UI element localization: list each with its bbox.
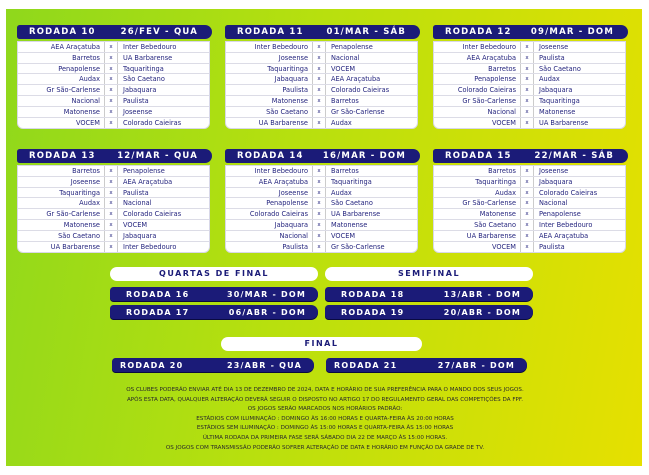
versus-mark: x — [105, 188, 118, 198]
round-title: RODADA 16 — [126, 289, 190, 299]
home-team: Audax — [434, 188, 521, 198]
match-row — [18, 118, 209, 129]
away-team: Joseense — [123, 107, 153, 116]
match-row — [226, 53, 417, 64]
away-team: AEA Araçatuba — [331, 75, 381, 84]
note-line: OS CLUBES PODERÃO ENVIAR ATÉ DIA 13 DE DEZEMBRO DE 2024, DATA E HORÁRIO DE SUA PREFERÊNCIA PARA O MANDO DOS SEUS JOGOS. — [126, 387, 524, 393]
away-team: Gr São-Carlense — [331, 242, 385, 251]
match-row — [18, 177, 209, 188]
round-12-card — [433, 25, 628, 129]
semifinal-header: SEMIFINAL — [325, 267, 533, 281]
away-team: Penapolense — [123, 167, 165, 175]
matches-table — [433, 41, 626, 129]
home-team: Matonense — [18, 220, 105, 230]
home-team: Nacional — [434, 107, 521, 117]
matches-table — [225, 165, 418, 253]
match-row — [434, 107, 625, 118]
matches-table — [17, 165, 210, 253]
versus-mark: x — [313, 74, 326, 84]
away-team: Barretos — [331, 96, 359, 105]
match-row — [18, 198, 209, 209]
home-team: São Caetano — [18, 231, 105, 241]
matches-table — [433, 165, 626, 253]
round-21-bar — [326, 358, 527, 372]
versus-mark: x — [105, 53, 118, 63]
home-team: Paulista — [226, 85, 313, 95]
versus-mark: x — [313, 85, 326, 95]
away-team: Colorado Caieiras — [539, 188, 598, 197]
match-row — [18, 166, 209, 177]
away-team: Jabaquara — [123, 86, 157, 95]
home-team: Paulista — [226, 242, 313, 253]
away-team: Nacional — [331, 53, 360, 62]
away-team: Paulista — [539, 242, 565, 251]
away-team: Joseense — [539, 167, 569, 175]
round-17-bar — [110, 305, 318, 319]
match-row — [18, 242, 209, 253]
home-team: Audax — [18, 74, 105, 84]
away-team: Matonense — [331, 220, 368, 229]
home-team: Gr São-Carlense — [18, 85, 105, 95]
away-team: Jabaquara — [539, 86, 573, 95]
versus-mark: x — [105, 166, 118, 176]
home-team: Gr São-Carlense — [18, 209, 105, 219]
away-team: Taquaritinga — [539, 96, 580, 105]
match-row — [226, 220, 417, 231]
match-row — [434, 209, 625, 220]
versus-mark: x — [521, 107, 534, 117]
match-row — [434, 42, 625, 53]
away-team: Nacional — [539, 199, 568, 208]
versus-mark: x — [313, 177, 326, 187]
match-row — [226, 198, 417, 209]
versus-mark: x — [105, 231, 118, 241]
versus-mark: x — [521, 118, 534, 129]
home-team: Gr São-Carlense — [434, 198, 521, 208]
home-team: AEA Araçatuba — [226, 177, 313, 187]
round-title: RODADA 15 — [445, 151, 512, 161]
home-team: Audax — [18, 198, 105, 208]
round-date: 01/MAR - SÁB — [326, 27, 406, 37]
home-team: Inter Bebedouro — [434, 42, 521, 52]
notes — [60, 386, 590, 453]
match-row — [226, 64, 417, 75]
versus-mark: x — [521, 177, 534, 187]
match-row — [434, 220, 625, 231]
versus-mark: x — [313, 220, 326, 230]
versus-mark: x — [313, 118, 326, 129]
versus-mark: x — [313, 198, 326, 208]
home-team: Matonense — [434, 209, 521, 219]
home-team: Barretos — [434, 166, 521, 176]
match-row — [18, 64, 209, 75]
note-line: APÓS ESTA DATA, QUALQUER ALTERAÇÃO DEVERÁ SEGUIR O DISPOSTO NO ARTIGO 17 DO REGULAMENTO GERAL DAS COMPETIÇÕES DA FPF. — [126, 396, 524, 403]
away-team: Taquaritinga — [331, 177, 372, 186]
note-line: ESTÁDIOS SEM ILUMINAÇÃO : DOMINGO ÀS 15:00 HORAS E QUARTA-FEIRA ÀS 15:00 HORAS — [196, 425, 454, 432]
away-team: VOCEM — [123, 220, 148, 229]
versus-mark: x — [313, 53, 326, 63]
home-team: São Caetano — [434, 220, 521, 230]
away-team: Inter Bebedouro — [539, 220, 593, 229]
match-row — [18, 96, 209, 107]
round-title: RODADA 20 — [120, 360, 184, 370]
round-13-card — [17, 149, 212, 253]
round-header — [433, 25, 628, 39]
home-team: Penapolense — [18, 64, 105, 74]
match-row — [434, 231, 625, 242]
versus-mark: x — [521, 231, 534, 241]
matches-table — [17, 41, 210, 129]
home-team: UA Barbarense — [434, 231, 521, 241]
round-date: 30/MAR - DOM — [226, 289, 306, 299]
away-team: Inter Bebedouro — [123, 43, 177, 51]
match-row — [18, 53, 209, 64]
home-team: Barretos — [434, 64, 521, 74]
away-team: Matonense — [539, 107, 576, 116]
note-line: OS JOGOS SERÃO MARCADOS NOS HORÁRIOS PADRÃO: — [247, 406, 403, 413]
match-row — [226, 177, 417, 188]
round-date: 22/MAR - SÁB — [534, 151, 614, 161]
match-row — [226, 74, 417, 85]
home-team: Jabaquara — [226, 74, 313, 84]
match-row — [226, 188, 417, 199]
away-team: UA Barbarense — [123, 53, 173, 62]
home-team: Matonense — [18, 107, 105, 117]
home-team: Colorado Caieiras — [434, 85, 521, 95]
home-team: AEA Araçatuba — [434, 53, 521, 63]
match-row — [226, 242, 417, 253]
away-team: Audax — [539, 75, 560, 84]
home-team: Joseense — [18, 177, 105, 187]
note-line: ESTÁDIOS COM ILUMINAÇÃO : DOMINGO ÀS 16:00 HORAS E QUARTA-FEIRA ÀS 20:00 HORAS — [196, 415, 454, 422]
away-team: Colorado Caieiras — [331, 86, 390, 95]
versus-mark: x — [105, 107, 118, 117]
home-team: Joseense — [226, 188, 313, 198]
quartas-header: QUARTAS DE FINAL — [110, 267, 318, 281]
versus-mark: x — [105, 74, 118, 84]
away-team: Audax — [331, 118, 352, 127]
round-16-bar — [110, 287, 318, 301]
versus-mark: x — [521, 74, 534, 84]
away-team: São Caetano — [539, 64, 581, 73]
home-team: UA Barbarense — [226, 118, 313, 129]
versus-mark: x — [521, 166, 534, 176]
away-team: UA Barbarense — [539, 118, 589, 127]
match-row — [434, 242, 625, 253]
round-18-bar — [325, 287, 533, 301]
versus-mark: x — [105, 42, 118, 52]
round-15-card — [433, 149, 628, 253]
home-team: Jabaquara — [226, 220, 313, 230]
round-title: RODADA 18 — [341, 289, 405, 299]
round-title: RODADA 17 — [126, 307, 190, 317]
round-date: 23/ABR - QUA — [226, 360, 302, 370]
note-line: ÚLTIMA RODADA DA PRIMEIRA FASE SERÁ SÁBADO DIA 22 DE MARÇO ÀS 15:00 HORAS. — [202, 434, 448, 441]
round-date: 06/ABR - DOM — [228, 307, 306, 317]
versus-mark: x — [521, 96, 534, 106]
home-team: Inter Bebedouro — [226, 42, 313, 52]
match-row — [434, 85, 625, 96]
matches-table — [225, 41, 418, 129]
match-row — [226, 231, 417, 242]
match-row — [226, 118, 417, 129]
home-team: Colorado Caieiras — [226, 209, 313, 219]
versus-mark: x — [521, 188, 534, 198]
round-10-card — [17, 25, 212, 129]
round-header — [225, 25, 420, 39]
home-team: VOCEM — [434, 242, 521, 253]
home-team: Penapolense — [434, 74, 521, 84]
away-team: Paulista — [539, 53, 565, 62]
round-11-card — [225, 25, 420, 129]
versus-mark: x — [521, 85, 534, 95]
round-title: RODADA 13 — [29, 151, 96, 161]
away-team: AEA Araçatuba — [123, 177, 173, 186]
versus-mark: x — [313, 64, 326, 74]
home-team: Penapolense — [226, 198, 313, 208]
versus-mark: x — [521, 209, 534, 219]
home-team: VOCEM — [434, 118, 521, 129]
away-team: São Caetano — [123, 75, 165, 84]
match-row — [434, 177, 625, 188]
round-date: 27/ABR - DOM — [437, 360, 515, 370]
versus-mark: x — [105, 85, 118, 95]
match-row — [434, 118, 625, 129]
away-team: São Caetano — [331, 199, 373, 208]
round-date: 26/FEV - QUA — [120, 27, 198, 37]
round-date: 13/ABR - DOM — [443, 289, 521, 299]
match-row — [18, 107, 209, 118]
match-row — [18, 209, 209, 220]
home-team: Nacional — [226, 231, 313, 241]
away-team: Barretos — [331, 167, 359, 175]
away-team: Penapolense — [539, 210, 581, 219]
round-header — [225, 149, 420, 163]
home-team: Inter Bebedouro — [226, 166, 313, 176]
away-team: Taquaritinga — [123, 64, 164, 73]
versus-mark: x — [313, 231, 326, 241]
match-row — [18, 74, 209, 85]
round-title: RODADA 19 — [341, 307, 405, 317]
versus-mark: x — [521, 53, 534, 63]
round-19-bar — [325, 305, 533, 319]
match-row — [18, 85, 209, 96]
versus-mark: x — [313, 42, 326, 52]
match-row — [226, 85, 417, 96]
away-team: Penapolense — [331, 43, 373, 51]
home-team: AEA Araçatuba — [18, 42, 105, 52]
round-14-card — [225, 149, 420, 253]
versus-mark: x — [105, 198, 118, 208]
match-row — [226, 107, 417, 118]
versus-mark: x — [313, 209, 326, 219]
versus-mark: x — [313, 188, 326, 198]
away-team: VOCEM — [331, 231, 356, 240]
home-team: Barretos — [18, 166, 105, 176]
round-20-bar — [112, 358, 314, 372]
match-row — [226, 42, 417, 53]
home-team: Taquaritinga — [434, 177, 521, 187]
away-team: Paulista — [123, 96, 149, 105]
final-header: FINAL — [221, 337, 422, 351]
match-row — [434, 53, 625, 64]
versus-mark: x — [313, 242, 326, 253]
match-row — [434, 64, 625, 75]
versus-mark: x — [521, 242, 534, 253]
round-title: RODADA 12 — [445, 27, 512, 37]
versus-mark: x — [521, 198, 534, 208]
home-team: Matonense — [226, 96, 313, 106]
away-team: Gr São-Carlense — [331, 107, 385, 116]
match-row — [18, 42, 209, 53]
home-team: Joseense — [226, 53, 313, 63]
versus-mark: x — [521, 220, 534, 230]
home-team: Taquaritinga — [18, 188, 105, 198]
versus-mark: x — [313, 96, 326, 106]
away-team: VOCEM — [331, 64, 356, 73]
away-team: Audax — [331, 188, 352, 197]
round-header — [17, 149, 212, 163]
versus-mark: x — [521, 42, 534, 52]
match-row — [434, 74, 625, 85]
versus-mark: x — [105, 177, 118, 187]
match-row — [434, 198, 625, 209]
match-row — [226, 166, 417, 177]
round-title: RODADA 21 — [334, 360, 398, 370]
round-title: RODADA 11 — [237, 27, 304, 37]
away-team: Joseense — [539, 43, 569, 51]
versus-mark: x — [313, 166, 326, 176]
round-header — [17, 25, 212, 39]
versus-mark: x — [105, 64, 118, 74]
round-date: 09/MAR - DOM — [530, 27, 614, 37]
versus-mark: x — [313, 107, 326, 117]
versus-mark: x — [105, 96, 118, 106]
match-row — [226, 209, 417, 220]
away-team: Jabaquara — [123, 231, 157, 240]
away-team: Colorado Caieiras — [123, 118, 182, 127]
away-team: UA Barbarense — [331, 210, 381, 219]
away-team: Paulista — [123, 188, 149, 197]
versus-mark: x — [105, 209, 118, 219]
home-team: UA Barbarense — [18, 242, 105, 253]
home-team: Barretos — [18, 53, 105, 63]
home-team: VOCEM — [18, 118, 105, 129]
away-team: Colorado Caieiras — [123, 210, 182, 219]
away-team: AEA Araçatuba — [539, 231, 589, 240]
match-row — [18, 231, 209, 242]
versus-mark: x — [105, 242, 118, 253]
round-title: RODADA 10 — [29, 27, 96, 37]
home-team: Nacional — [18, 96, 105, 106]
round-title: RODADA 14 — [237, 151, 304, 161]
match-row — [18, 220, 209, 231]
note-line: OS JOGOS COM TRANSMISSÃO PODERÃO SOFRER ALTERAÇÃO DE DATA E HORÁRIO EM FUNÇÃO DA GRADE DE TV. — [165, 444, 485, 451]
match-row — [434, 96, 625, 107]
versus-mark: x — [105, 118, 118, 129]
match-row — [434, 166, 625, 177]
round-date: 12/MAR - QUA — [117, 151, 198, 161]
versus-mark: x — [105, 220, 118, 230]
away-team: Inter Bebedouro — [123, 242, 177, 251]
away-team: Jabaquara — [539, 177, 573, 186]
away-team: Nacional — [123, 199, 152, 208]
home-team: Taquaritinga — [226, 64, 313, 74]
home-team: Gr São-Carlense — [434, 96, 521, 106]
match-row — [226, 96, 417, 107]
home-team: São Caetano — [226, 107, 313, 117]
versus-mark: x — [521, 64, 534, 74]
match-row — [18, 188, 209, 199]
round-header — [433, 149, 628, 163]
round-date: 20/ABR - DOM — [443, 307, 521, 317]
round-date: 16/MAR - DOM — [322, 151, 406, 161]
match-row — [434, 188, 625, 199]
